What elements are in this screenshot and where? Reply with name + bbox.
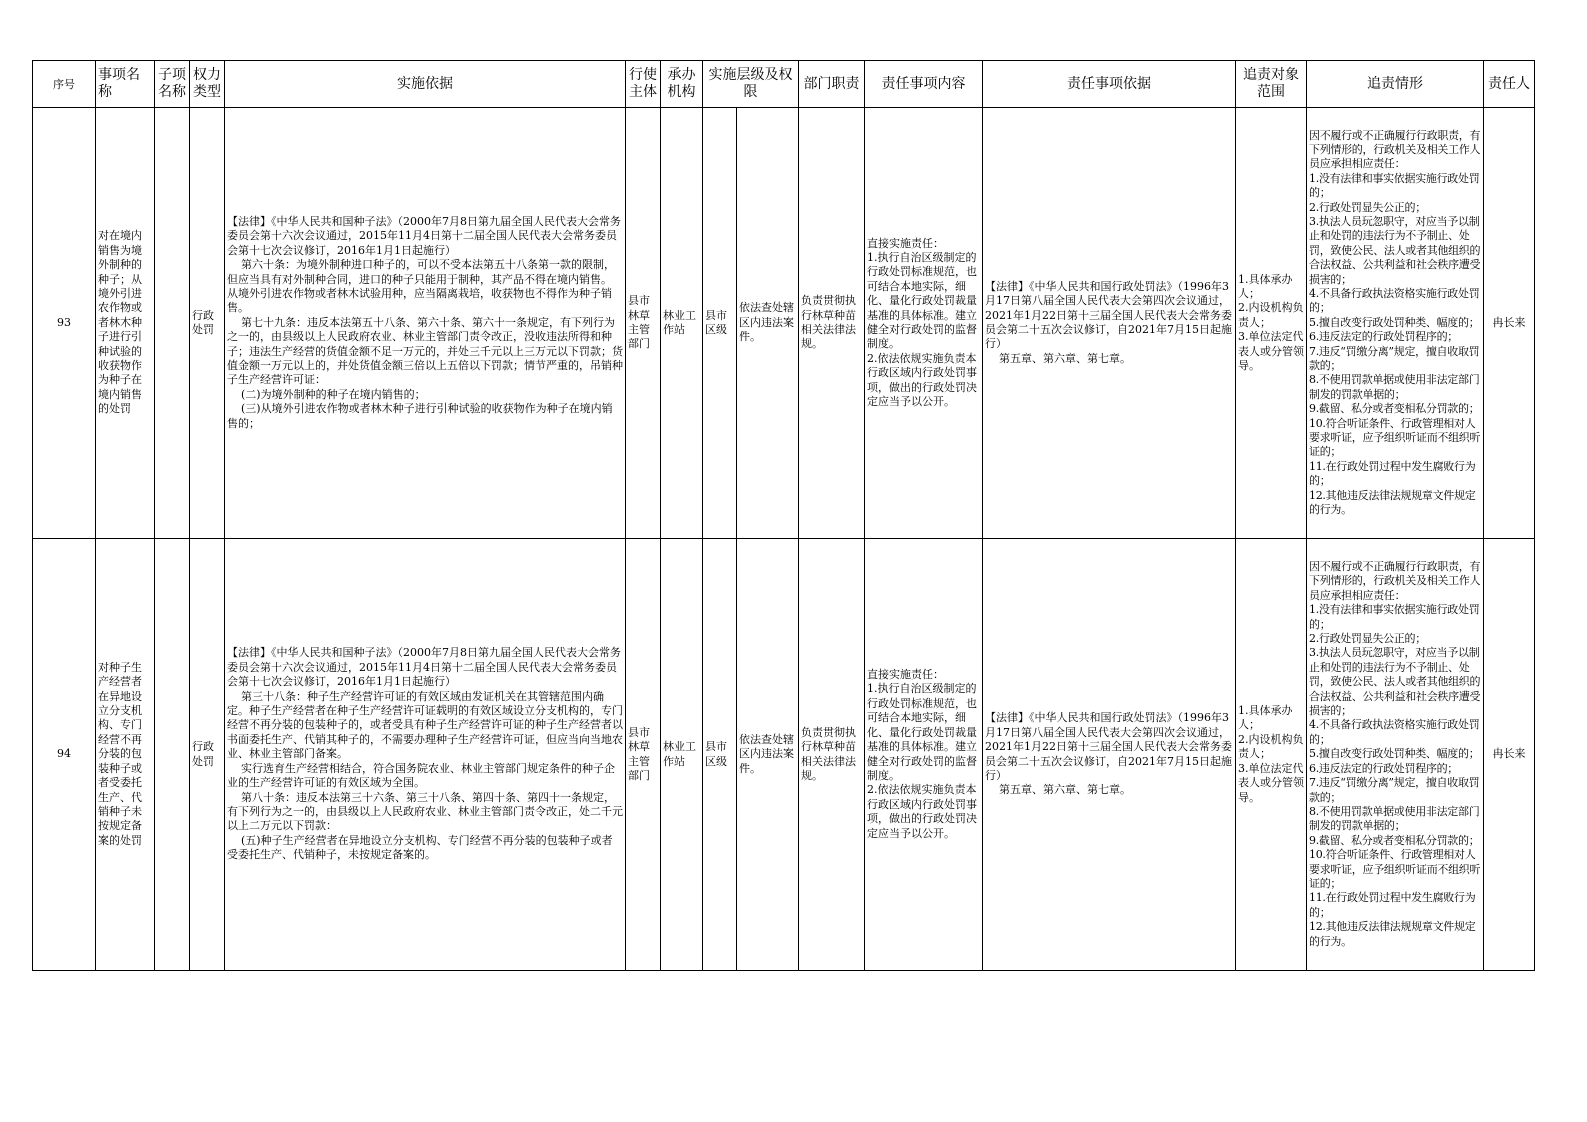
cell-person: 冉长来 — [1484, 539, 1535, 971]
cell-respbasis: 【法律】《中华人民共和国行政处罚法》（1996年3月17日第八届全国人民代表大会第四次会议通过，2021年1月22日第十三届全国人民代表大会常务委员会第二十五次会议修订，自2021年7月15日起施行） 第五章、第六章、第七章。 — [983, 108, 1236, 539]
cell-type: 行政处罚 — [190, 108, 225, 539]
cell-level-b: 依法查处辖区内违法案件。 — [737, 108, 799, 539]
responsibility-table — [32, 60, 1535, 971]
header-situation: 追责情形 — [1307, 61, 1484, 108]
cell-sub — [155, 108, 190, 539]
cell-level-b: 依法查处辖区内违法案件。 — [737, 539, 799, 971]
cell-subject: 县市林草主管部门 — [626, 108, 661, 539]
cell-org: 林业工作站 — [661, 108, 703, 539]
header-resp: 责任事项内容 — [865, 61, 983, 108]
cell-basis: 【法律】《中华人民共和国种子法》（2000年7月8日第九届全国人民代表大会常务委员会第十六次会议通过，2015年11月4日第十二届全国人民代表大会常务委员会第十七次会议修订，2016年1月1日起施行） 第三十八条：种子生产经营许可证的有效区域由发证机关在其管辖范围内确定。种子生产经营者在种子生产经营许可证载明的有效区域设立分支机构的，专门经营不再分装的包装种子的，或者受具有种子生产经营许可证的种子生产经营者以书面委托生产、代销其种子的，不需要办理种子生产经营许可证，但应当向当地农业、林业主管部门备案。 实行选育生产经营相结合，符合国务院农业、林业主管部门规定条件的种子企业的生产经营许可证的有效区域为全国。 第八十条：违反本法第三十六条、第三十八条、第四十条、第四十一条规定，有下列行为之一的，由县级以上人民政府农业、林业主管部门责令改正，处二千元以上二万元以下罚款： (五)种子生产经营者在异地设立分支机构、专门经营不再分装的包装种子或者受委托生产、代销种子，未按规定备案的。 — [225, 539, 626, 971]
header-subject: 行使主体 — [626, 61, 661, 108]
header-type: 权力类型 — [190, 61, 225, 108]
cell-subject: 县市林草主管部门 — [626, 539, 661, 971]
cell-situation: 因不履行或不正确履行行政职责，有下列情形的，行政机关及相关工作人员应承担相应责任： 1.没有法律和事实依据实施行政处罚的； 2.行政处罚显失公正的； 3.执法人员玩忽职守，对应当予以制止和处罚的违法行为不予制止、处罚，致使公民、法人或者其他组织的合法权益、公共利益和社会秩序遭受损害的； 4.不具备行政执法资格实施行政处罚的； 5.擅自改变行政处罚种类、幅度的； 6.违反法定的行政处罚程序的； 7.违反“罚缴分离”规定，擅自收取罚款的； 8.不使用罚款单据或使用非法定部门制发的罚款单据的； 9.截留、私分或者变相私分罚款的； 10.符合听证条件、行政管理相对人要求听证，应予组织听证而不组织听证的； 11.在行政处罚过程中发生腐败行为的； 12.其他违反法律法规规章文件规定的行为。 — [1307, 108, 1484, 539]
header-basis: 实施依据 — [225, 61, 626, 108]
cell-basis: 【法律】《中华人民共和国种子法》（2000年7月8日第九届全国人民代表大会常务委员会第十六次会议通过，2015年11月4日第十二届全国人民代表大会常务委员会第十七次会议修订，2016年1月1日起施行） 第六十条：为境外制种进口种子的，可以不受本法第五十八条第一款的限制，但应当具有对外制种合同，进口的种子只能用于制种，其产品不得在境内销售。 从境外引进农作物或者林木试验用种，应当隔离栽培，收获物也不得作为种子销售。 第七十九条：违反本法第五十八条、第六十条、第六十一条规定，有下列行为之一的，由县级以上人民政府农业、林业主管部门责令改正，没收违法所得和种子；违法生产经营的货值金额不足一万元的，并处三千元以上三万元以下罚款；货值金额一万元以上的，并处货值金额三倍以上五倍以下罚款；情节严重的，吊销种子生产经营许可证： (二)为境外制种的种子在境内销售的； (三)从境外引进农作物或者林木种子进行引种试验的收获物作为种子在境内销售的； — [225, 108, 626, 539]
header-name: 事项名称 — [96, 61, 155, 108]
cell-level-a: 县市区级 — [703, 539, 737, 971]
header-respbasis: 责任事项依据 — [983, 61, 1236, 108]
header-duty: 部门职责 — [799, 61, 865, 108]
cell-resp: 直接实施责任： 1.执行自治区级制定的行政处罚标准规范，也可结合本地实际，细化、量化行政处罚裁量基准的具体标准。建立健全对行政处罚的监督制度。 2.依法依规实施负责本行政区域内行政处罚事项，做出的行政处罚决定应当予以公开。 — [865, 539, 983, 971]
header-person: 责任人 — [1484, 61, 1535, 108]
cell-org: 林业工作站 — [661, 539, 703, 971]
cell-level-a: 县市区级 — [703, 108, 737, 539]
cell-sub — [155, 539, 190, 971]
header-level: 实施层级及权限 — [703, 61, 799, 108]
cell-person: 冉长来 — [1484, 108, 1535, 539]
cell-name: 对在境内销售为境外制种的种子；从境外引进农作物或者林木种子进行引种试验的收获物作为种子在境内销售的处罚 — [96, 108, 155, 539]
cell-scope: 1.具体承办人； 2.内设机构负责人； 3.单位法定代表人或分管领导。 — [1236, 108, 1307, 539]
cell-seq: 93 — [33, 108, 96, 539]
cell-scope: 1.具体承办人； 2.内设机构负责人； 3.单位法定代表人或分管领导。 — [1236, 539, 1307, 971]
cell-seq: 94 — [33, 539, 96, 971]
cell-duty: 负责贯彻执行林草种苗相关法律法规。 — [799, 539, 865, 971]
cell-type: 行政处罚 — [190, 539, 225, 971]
cell-respbasis: 【法律】《中华人民共和国行政处罚法》（1996年3月17日第八届全国人民代表大会第四次会议通过，2021年1月22日第十三届全国人民代表大会常务委员会第二十五次会议修订，自2021年7月15日起施行） 第五章、第六章、第七章。 — [983, 539, 1236, 971]
cell-name: 对种子生产经营者在异地设立分支机构、专门经营不再分装的包装种子或者受委托生产、代销种子未按规定备案的处罚 — [96, 539, 155, 971]
header-org: 承办机构 — [661, 61, 703, 108]
header-sub: 子项名称 — [155, 61, 190, 108]
table-row — [33, 539, 1535, 971]
table-row — [33, 108, 1535, 539]
cell-resp: 直接实施责任： 1.执行自治区级制定的行政处罚标准规范，也可结合本地实际，细化、量化行政处罚裁量基准的具体标准。建立健全对行政处罚的监督制度。 2.依法依规实施负责本行政区域内行政处罚事项，做出的行政处罚决定应当予以公开。 — [865, 108, 983, 539]
cell-situation: 因不履行或不正确履行行政职责，有下列情形的，行政机关及相关工作人员应承担相应责任： 1.没有法律和事实依据实施行政处罚的； 2.行政处罚显失公正的； 3.执法人员玩忽职守，对应当予以制止和处罚的违法行为不予制止、处罚，致使公民、法人或者其他组织的合法权益、公共利益和社会秩序遭受损害的； 4.不具备行政执法资格实施行政处罚的； 5.擅自改变行政处罚种类、幅度的； 6.违反法定的行政处罚程序的； 7.违反“罚缴分离”规定，擅自收取罚款的； 8.不使用罚款单据或使用非法定部门制发的罚款单据的； 9.截留、私分或者变相私分罚款的； 10.符合听证条件、行政管理相对人要求听证，应予组织听证而不组织听证的； 11.在行政处罚过程中发生腐败行为的； 12.其他违反法律法规规章文件规定的行为。 — [1307, 539, 1484, 971]
cell-duty: 负责贯彻执行林草种苗相关法律法规。 — [799, 108, 865, 539]
header-scope: 追责对象范围 — [1236, 61, 1307, 108]
header-row — [33, 61, 1535, 108]
header-seq: 序号 — [33, 61, 96, 108]
